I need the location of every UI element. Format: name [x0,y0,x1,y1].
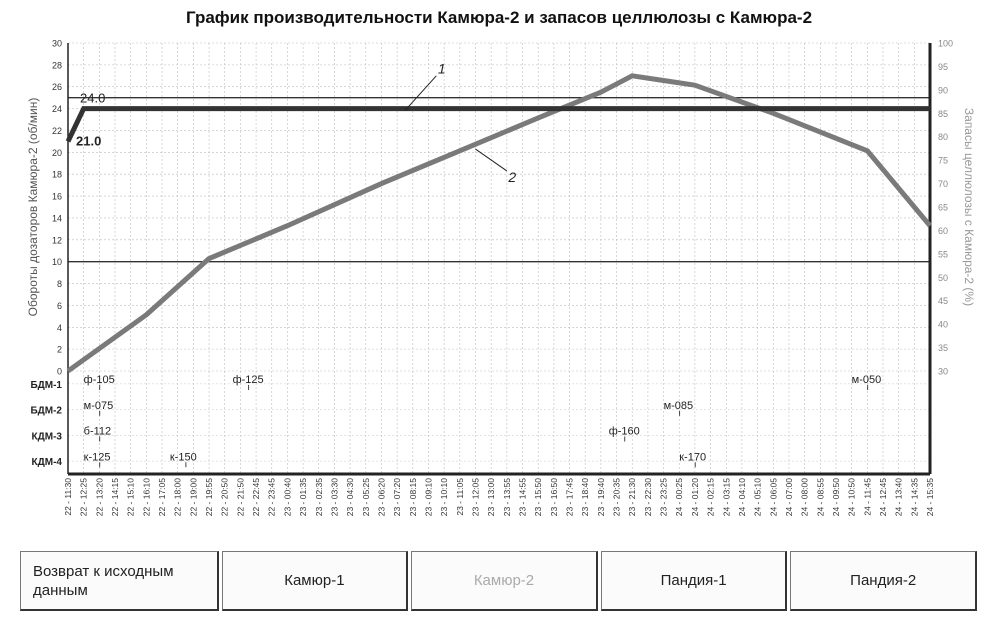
event-row-label: БДМ-1 [30,379,62,391]
event-label: м-075 [83,399,114,412]
pandia-2-button[interactable]: Пандия-2 [790,551,977,611]
x-tick-label: 24 - 05:10 [752,478,763,517]
event-row-label: КДМ-4 [31,457,62,469]
event-label: ф-125 [232,374,264,386]
event-label: м-050 [851,374,882,386]
x-tick-label: 24 - 10:50 [846,478,857,517]
chart-title: График производительности Камюра-2 и запасов целлюлозы с Камюра-2 [185,8,813,27]
reset-data-button[interactable]: Возврат к исходным данным [20,551,219,611]
event-row-label: КДМ-3 [31,431,62,443]
y-right-tick-label: 90 [938,85,949,96]
y-right-tick-label: 75 [938,155,949,166]
pandia-1-button[interactable]: Пандия-1 [601,551,788,611]
event-label: к-125 [83,451,111,464]
y-right-tick-label: 55 [938,249,949,260]
event-label: к-170 [679,451,707,464]
x-tick-label: 24 - 02:15 [705,478,716,517]
x-tick-label: 23 - 01:35 [298,478,309,517]
x-tick-label: 23 - 19:40 [595,478,606,517]
x-tick-label: 24 - 01:20 [689,478,700,517]
x-tick-label: 24 - 08:55 [815,478,826,517]
x-tick-label: 23 - 05:25 [360,478,371,517]
callout-2-label: 2 [508,168,517,185]
y-left-tick-label: 26 [51,82,62,93]
callout-1-label: 1 [437,60,446,77]
x-tick-label: 23 - 00:40 [282,478,293,517]
x-tick-label: 23 - 02:35 [313,478,324,517]
x-tick-label: 22 - 17:05 [157,478,168,517]
series-2-line [68,76,930,371]
x-tick-label: 24 - 04:10 [736,478,747,517]
x-tick-label: 22 - 12:25 [78,478,89,517]
y-left-tick-label: 28 [51,60,62,71]
x-tick-label: 24 - 00:25 [674,478,685,517]
y-left-tick-label: 18 [51,169,62,180]
y-left-tick-label: 6 [56,300,62,311]
x-tick-label: 23 - 06:20 [376,478,387,517]
kamyr-2-button[interactable]: Камюр-2 [411,551,598,611]
x-tick-label: 23 - 17:45 [564,478,575,517]
y-right-tick-label: 60 [938,225,949,236]
y-left-tick-label: 12 [51,235,62,246]
x-tick-label: 23 - 15:50 [533,478,544,517]
x-tick-label: 24 - 09:50 [830,478,841,517]
x-tick-label: 23 - 11:05 [454,478,465,516]
x-tick-label: 24 - 08:00 [799,478,810,517]
x-tick-label: 23 - 22:30 [642,478,653,517]
y-right-tick-label: 100 [938,38,954,49]
x-tick-label: 22 - 18:00 [172,478,183,517]
y-left-tick-label: 0 [56,366,62,377]
x-tick-label: 23 - 18:40 [580,478,591,517]
event-row-label: БДМ-2 [30,405,62,417]
y-left-axis-title: Обороты дозаторов Камюра-2 (об/мин) [26,97,40,317]
y-left-tick-label: 14 [51,213,62,224]
x-tick-label: 23 - 14:55 [517,478,528,517]
x-tick-label: 22 - 19:55 [204,478,215,517]
x-tick-label: 22 - 16:10 [141,478,152,517]
event-label: б-112 [83,425,112,438]
y-left-tick-label: 30 [51,38,62,49]
x-tick-label: 23 - 04:30 [345,478,356,517]
event-label: м-085 [663,399,694,412]
y-right-tick-label: 40 [938,319,949,330]
y-right-tick-label: 50 [938,272,949,283]
x-tick-label: 22 - 13:20 [94,478,105,517]
x-tick-label: 22 - 11:30 [63,478,73,516]
x-tick-label: 23 - 20:35 [611,478,622,517]
y-right-tick-label: 70 [938,179,949,190]
x-tick-label: 22 - 14:15 [110,478,121,517]
x-tick-label: 22 - 21:50 [235,478,246,517]
x-tick-label: 23 - 13:55 [501,478,512,517]
annotation-21: 21.0 [76,133,102,149]
x-tick-label: 22 - 22:45 [251,478,262,517]
y-right-tick-label: 80 [938,132,949,143]
x-tick-label: 24 - 07:00 [783,478,794,517]
x-tick-label: 24 - 12:45 [877,478,888,517]
y-left-tick-label: 2 [56,344,62,355]
y-right-tick-label: 30 [938,366,949,377]
event-label: ф-160 [608,425,640,438]
y-right-tick-label: 45 [938,296,949,307]
x-tick-label: 23 - 23:25 [658,478,669,517]
x-tick-label: 22 - 23:45 [266,478,277,517]
annotation-24: 24.0 [80,90,106,106]
y-right-tick-label: 35 [938,343,949,354]
x-tick-label: 22 - 19:00 [188,478,199,517]
y-right-tick-label: 95 [938,61,949,72]
x-tick-label: 24 - 14:35 [909,478,920,517]
x-tick-label: 23 - 13:00 [486,478,497,517]
callout-1-leader [405,76,436,111]
x-tick-label: 24 - 06:05 [768,478,779,517]
event-label: к-150 [169,451,197,464]
x-tick-label: 23 - 09:10 [423,478,434,517]
y-left-tick-label: 20 [51,147,62,158]
y-right-axis-title: Запасы целлюлозы с Камюра-2 (%) [962,107,976,307]
x-tick-label: 22 - 20:50 [219,478,230,517]
x-tick-label: 23 - 12:05 [470,478,481,517]
x-tick-label: 23 - 16:50 [548,478,559,517]
x-tick-label: 24 - 13:40 [893,478,904,517]
x-tick-label: 24 - 11:45 [862,478,873,516]
y-left-tick-label: 10 [51,257,62,268]
y-left-tick-label: 8 [56,279,62,290]
x-tick-label: 22 - 15:10 [125,478,136,517]
x-tick-label: 23 - 07:20 [392,478,403,517]
y-left-tick-label: 24 [51,104,62,115]
x-tick-label: 23 - 21:30 [627,478,638,517]
button-bar [20,551,980,617]
x-tick-label: 23 - 10:10 [439,478,450,517]
event-label: ф-105 [83,374,115,386]
x-tick-label: 24 - 03:15 [721,478,732,517]
x-tick-label: 23 - 08:15 [407,478,418,517]
y-left-tick-label: 4 [56,322,62,333]
y-left-tick-label: 16 [51,191,62,202]
x-tick-label: 24 - 15:35 [925,478,935,517]
y-right-tick-label: 85 [938,108,949,119]
x-tick-label: 23 - 03:30 [329,478,340,517]
kamyr-1-button[interactable]: Камюр-1 [222,551,409,611]
y-left-tick-label: 22 [51,125,62,136]
y-right-tick-label: 65 [938,202,949,213]
